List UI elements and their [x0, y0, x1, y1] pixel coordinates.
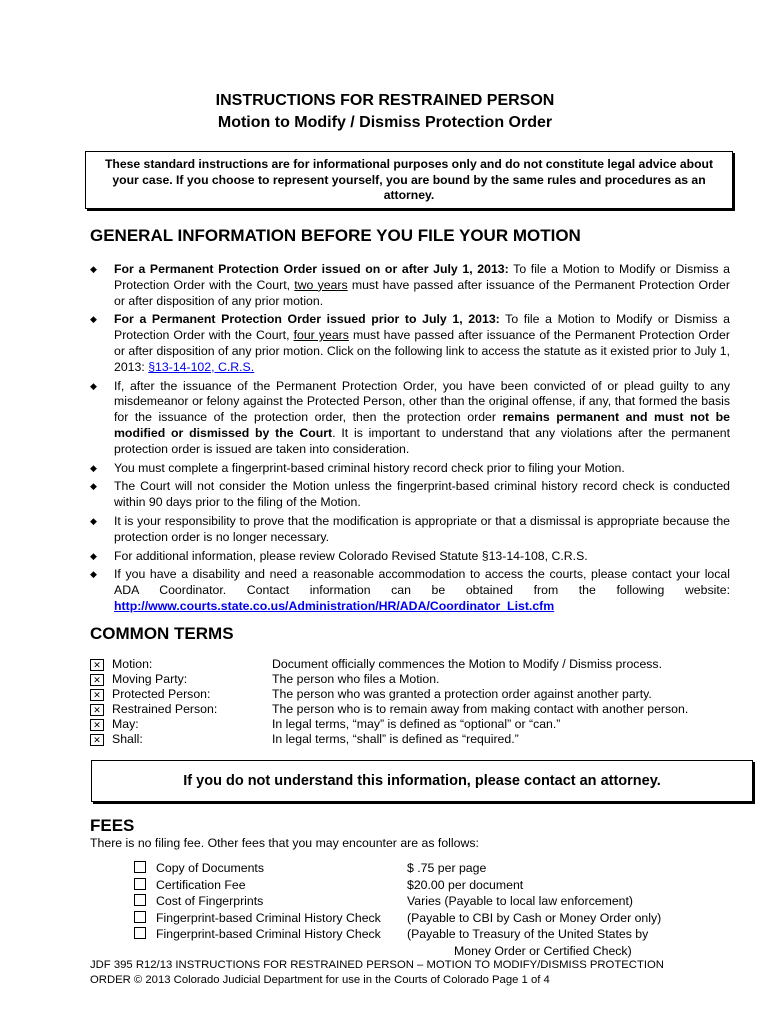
checkbox-icon — [134, 878, 146, 890]
fee-value: $ .75 per page — [407, 861, 487, 875]
fee-row: Copy of Documents $ .75 per page — [134, 860, 694, 877]
checkbox-icon — [134, 894, 146, 906]
diamond-bullet-icon: ◆ — [90, 264, 97, 274]
list-item: ◆ If you have a disability and need a reasonable accommodation to access the courts, please contact your local ADA Coordinator. Contact information can be obtained from the following website: http://www.courts.state.co.us/Administration/HR/ADA/Coordinator_List.cfm — [90, 567, 730, 613]
fee-row: Certification Fee $20.00 per document — [134, 877, 694, 894]
list-item: ◆ For a Permanent Protection Order issued prior to July 1, 2013: To file a Motion to Modify or Dismiss a Protection Order with the Court, four years must have passed after issuance of the Permanent Protection Order or after disposition of any prior motion. Click on the following link to access the statute as it existed prior to July 1, 2013: §13-14-102, C.R.S. — [90, 312, 730, 374]
list-item: ◆ For a Permanent Protection Order issued on or after July 1, 2013: To file a Motion to Modify or Dismiss a Protection Order with the Court, two years must have passed after issuance of the Permanent Protection Order or after disposition of any prior motion. — [90, 262, 730, 308]
checked-box-icon: ✕ — [90, 689, 104, 701]
list-item: ◆ For additional information, please review Colorado Revised Statute §13-14-108, C.R.S. — [90, 548, 588, 563]
terms-list — [90, 657, 730, 747]
diamond-bullet-icon: ◆ — [90, 569, 97, 580]
term-definition: The person who files a Motion. — [272, 672, 440, 686]
fee-row: Fingerprint-based Criminal History Check (Payable to Treasury of the United States by Money Order or Certified Check) — [134, 926, 694, 959]
disclaimer-box: These standard instructions are for informational purposes only and do not constitute legal advice about your case. If you choose to represent yourself, you are bound by the same rules and procedures as an attorney. — [85, 151, 733, 209]
page-footer — [90, 958, 730, 987]
fee-value: $20.00 per document — [407, 877, 524, 892]
checked-box-icon: ✕ — [90, 734, 104, 746]
term-row: ✕ May: In legal terms, “may” is defined as “optional” or “can.” — [90, 717, 730, 732]
page-subtitle: Motion to Modify / Dismiss Protection Order — [217, 114, 553, 131]
checked-box-icon: ✕ — [90, 659, 104, 671]
statute-link[interactable]: §13-14-102, C.R.S. — [148, 359, 255, 374]
fee-value: (Payable to CBI by Cash or Money Order only) — [407, 910, 662, 925]
checkbox-icon — [134, 927, 146, 939]
term-row: ✕ Restrained Person: The person who is to remain away from making contact with another person. — [90, 702, 730, 717]
fees-list — [134, 860, 694, 959]
fee-row: Cost of Fingerprints Varies (Payable to local law enforcement) — [134, 893, 694, 910]
term-row: ✕ Motion: Document officially commences the Motion to Modify / Dismiss process. — [90, 657, 730, 672]
diamond-bullet-icon: ◆ — [90, 314, 97, 325]
footer-line: ORDER © 2013 Colorado Judicial Department for use in the Courts of Colorado Page 1 of 4 — [90, 973, 550, 986]
term-row: ✕ Moving Party: The person who files a Motion. — [90, 672, 730, 687]
diamond-bullet-icon: ◆ — [90, 462, 97, 473]
page-title: INSTRUCTIONS FOR RESTRAINED PERSON — [215, 92, 555, 109]
checkbox-icon — [134, 911, 146, 923]
general-info-list — [90, 262, 730, 618]
fee-value: (Payable to Treasury of the United States by Money Order or Certified Check) — [407, 927, 649, 958]
list-item: ◆ The Court will not consider the Motion unless the fingerprint-based criminal history record check is conducted within 90 days prior to the filing of the Motion. — [90, 479, 730, 510]
fees-intro: There is no filing fee. Other fees that you may encounter are as follows: — [90, 836, 479, 850]
checkbox-icon — [134, 861, 146, 873]
attorney-callout: If you do not understand this information, please contact an attorney. — [91, 760, 753, 802]
list-item: ◆ It is your responsibility to prove that the modification is appropriate or that a dismissal is appropriate because the protection order is no longer necessary. — [90, 513, 730, 544]
ada-coordinator-link[interactable]: http://www.courts.state.co.us/Administration/HR/ADA/Coordinator_List.cfm — [114, 598, 555, 613]
checked-box-icon: ✕ — [90, 704, 104, 716]
general-info-heading: GENERAL INFORMATION BEFORE YOU FILE YOUR MOTION — [90, 226, 581, 245]
term-row: ✕ Shall: In legal terms, “shall” is defined as “required.” — [90, 732, 730, 747]
checked-box-icon: ✕ — [90, 719, 104, 731]
term-definition: In legal terms, “may” is defined as “optional” or “can.” — [272, 717, 561, 731]
list-item: ◆ You must complete a fingerprint-based criminal history record check prior to filing your Motion. — [90, 460, 625, 475]
bullet-bold-text: For a Permanent Protection Order issued prior to July 1, 2013: — [114, 312, 500, 327]
diamond-bullet-icon: ◆ — [90, 380, 97, 391]
list-item: ◆ If, after the issuance of the Permanent Protection Order, you have been convicted of or plead guilty to any misdemeanor or felony against the Protected Person, other than the original offense, if any, that formed the basis for the issuance of the protection order, then the protection order remains permanent and must not be modified or dismissed by the Court. It is important to understand that any violations after the permanent protection order is issued are taken into consideration. — [90, 378, 730, 456]
fees-heading: FEES — [90, 816, 135, 835]
checked-box-icon: ✕ — [90, 674, 104, 686]
fee-row: Fingerprint-based Criminal History Check (Payable to CBI by Cash or Money Order only) — [134, 910, 694, 927]
footer-line: JDF 395 R12/13 INSTRUCTIONS FOR RESTRAINED PERSON – MOTION TO MODIFY/DISMISS PROTECTION — [90, 959, 664, 971]
fee-value: Varies (Payable to local law enforcement) — [407, 894, 634, 908]
diamond-bullet-icon: ◆ — [90, 550, 97, 561]
term-definition: In legal terms, “shall” is defined as “required.” — [272, 732, 519, 746]
term-definition: Document officially commences the Motion to Modify / Dismiss process. — [272, 657, 662, 671]
common-terms-heading: COMMON TERMS — [90, 624, 234, 643]
diamond-bullet-icon: ◆ — [90, 515, 97, 526]
term-row: ✕ Protected Person: The person who was granted a protection order against another party. — [90, 687, 730, 702]
diamond-bullet-icon: ◆ — [90, 481, 97, 492]
term-definition: The person who was granted a protection order against another party. — [272, 687, 652, 701]
term-definition: The person who is to remain away from making contact with another person. — [272, 702, 689, 716]
bullet-bold-text: For a Permanent Protection Order issued on or after July 1, 2013: — [114, 262, 509, 276]
